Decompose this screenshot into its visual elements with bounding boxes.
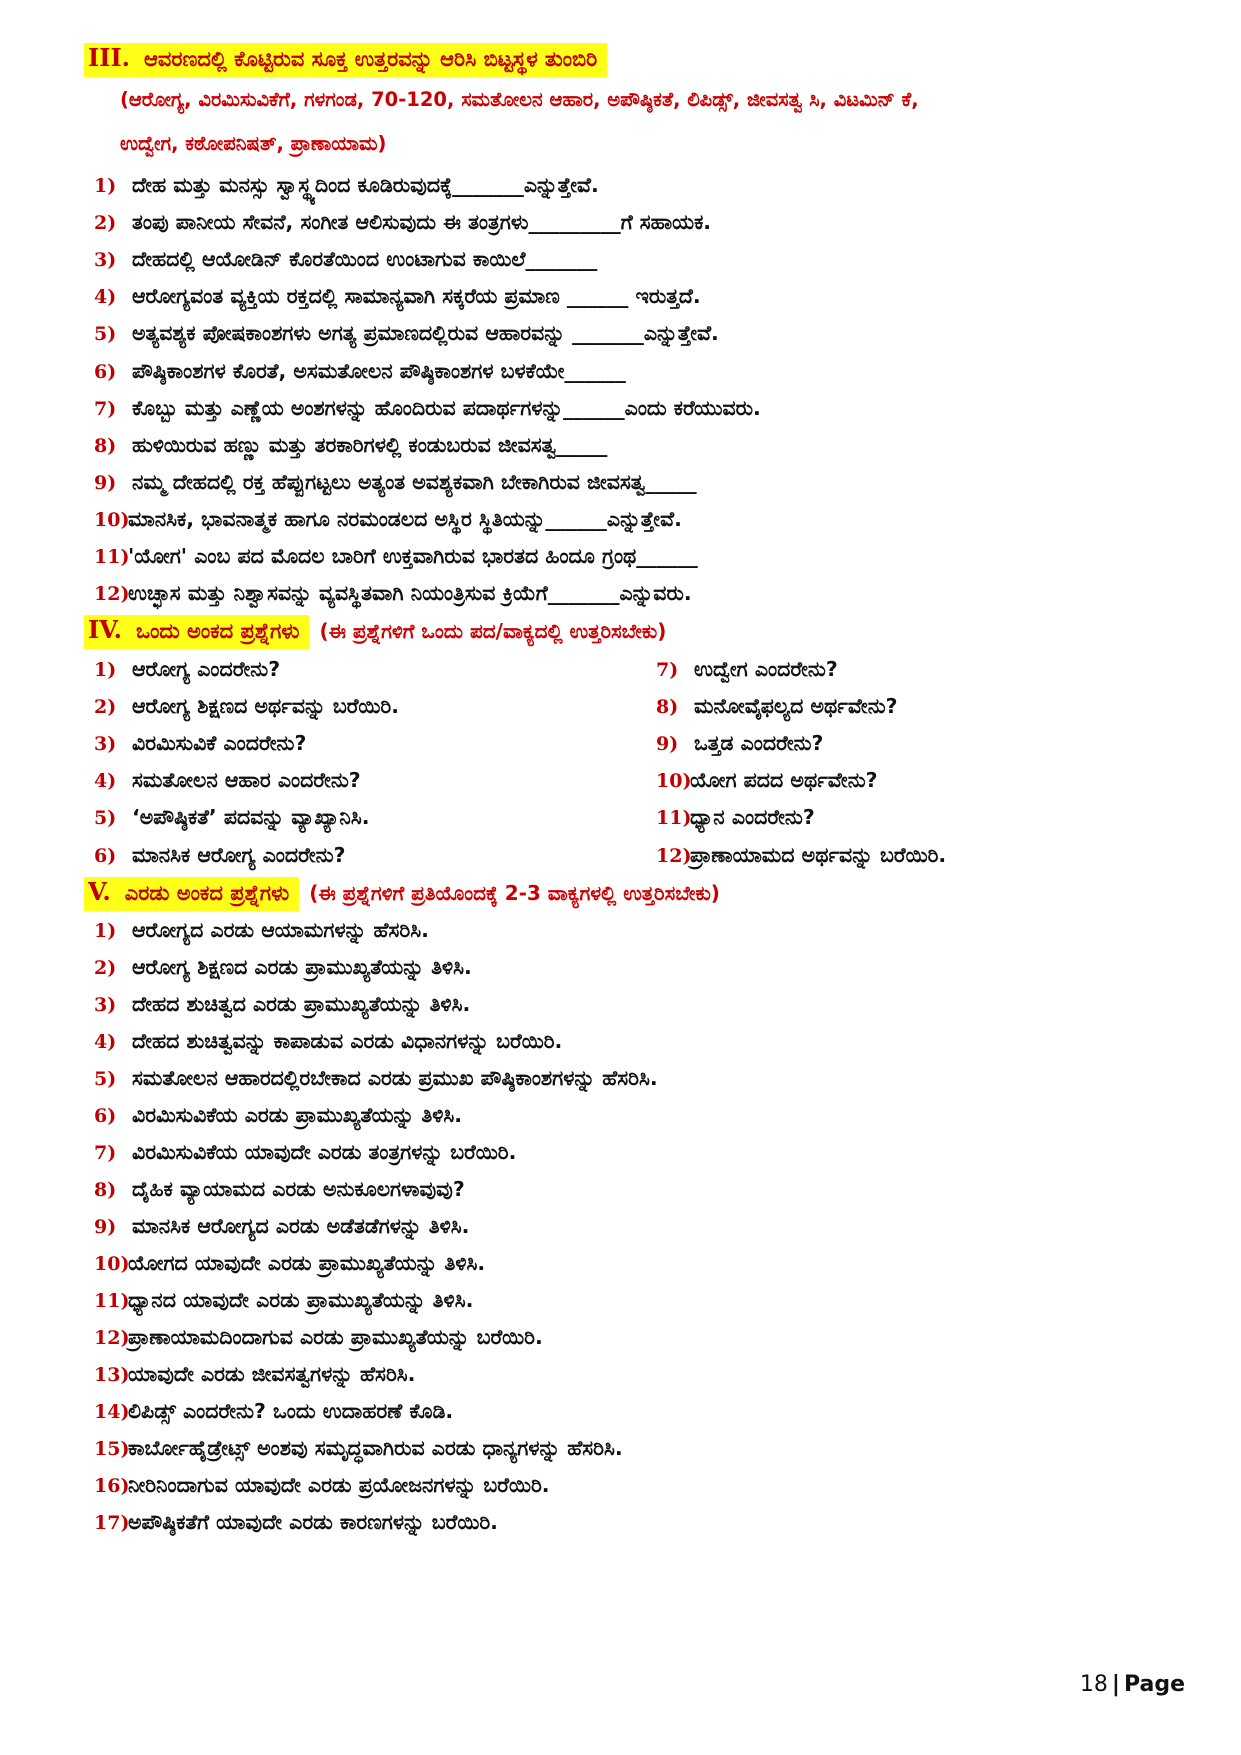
question-text: ಲಿಪಿಡ್ಸ್ ಎಂದರೇನು? ಒಂದು ಉದಾಹರಣೆ ಕೊಡಿ. — [128, 1399, 454, 1423]
question-text: ನೀರಿನಿಂದಾಗುವ ಯಾವುದೇ ಎರಡು ಪ್ರಯೋಜನಗಳನ್ನು ಬರೆಯಿರಿ. — [128, 1473, 550, 1497]
question-number: 1) — [94, 175, 117, 197]
question-text: ದೈಹಿಕ ವ್ಯಾಯಾಮದ ಎರಡು ಅನುಕೂಲಗಳಾವುವು? — [132, 1177, 465, 1201]
fill-blank-question — [94, 168, 599, 203]
question-number: 3) — [94, 733, 117, 755]
short-question — [656, 726, 823, 761]
question-text: ತಂಪು ಪಾನೀಯ ಸೇವನೆ, ಸಂಗೀತ ಆಲಿಸುವುದು ಈ ತಂತ್ರಗಳು_________ಗೆ ಸಹಾಯಕ. — [132, 210, 712, 234]
two-mark-question — [94, 1320, 543, 1355]
question-text: ಪೌಷ್ಠಿಕಾಂಶಗಳ ಕೊರತೆ, ಅಸಮತೋಲನ ಪೌಷ್ಠಿಕಾಂಶಗಳ ಬಳಕೆಯೇ______ — [132, 359, 626, 383]
two-mark-question — [94, 1431, 623, 1466]
fill-blank-question — [94, 502, 682, 537]
question-number: 11) — [94, 546, 130, 568]
question-number: 3) — [94, 994, 117, 1016]
section-4-number: IV. — [88, 615, 123, 644]
question-text: ಯೋಗ ಪದದ ಅರ್ಥವೇನು? — [690, 768, 878, 792]
question-text: ಯಾವುದೇ ಎರಡು ಜೀವಸತ್ವಗಳನ್ನು ಹೆಸರಿಸಿ. — [128, 1362, 416, 1386]
question-text: ಕಾರ್ಬೋಹೈಡ್ರೇಟ್ಸ್ ಅಂಶವು ಸಮೃದ್ಧವಾಗಿರುವ ಎರಡು ಧಾನ್ಯಗಳನ್ನು ಹೆಸರಿಸಿ. — [128, 1436, 623, 1460]
page-footer — [1080, 1672, 1185, 1697]
question-text: ವಿರಮಿಸುವಿಕೆ ಎಂದರೇನು? — [132, 731, 307, 755]
two-mark-question — [94, 1172, 465, 1207]
question-text: ಯೋಗದ ಯಾವುದೇ ಎರಡು ಪ್ರಾಮುಖ್ಯತೆಯನ್ನು ತಿಳಿಸಿ. — [128, 1251, 486, 1275]
question-number: 10) — [94, 509, 130, 531]
question-number: 4) — [94, 286, 117, 308]
fill-blank-question — [94, 205, 711, 240]
two-mark-question — [94, 1024, 562, 1059]
options-line-2: ಉದ್ವೇಗ, ಕಠೋಪನಿಷತ್, ಪ್ರಾಣಾಯಾಮ) — [120, 132, 387, 155]
question-number: 12) — [656, 845, 692, 867]
fill-blank-question — [94, 391, 761, 426]
question-number: 9) — [94, 472, 117, 494]
two-mark-question — [94, 1394, 453, 1429]
fill-blank-question — [94, 316, 719, 351]
section-3-options — [120, 80, 1180, 164]
short-question — [94, 763, 361, 798]
two-mark-question — [94, 1135, 516, 1170]
short-question — [656, 838, 946, 873]
question-text: ಆರೋಗ್ಯದ ಎರಡು ಆಯಾಮಗಳನ್ನು ಹೆಸರಿಸಿ. — [132, 918, 429, 942]
short-question — [94, 726, 306, 761]
question-text: ಅತ್ಯವಶ್ಯಕ ಪೋಷಕಾಂಶಗಳು ಅಗತ್ಯ ಪ್ರಮಾಣದಲ್ಲಿರುವ ಆಹಾರವನ್ನು _______ಎನ್ನುತ್ತೇವೆ. — [132, 321, 719, 345]
question-text: ದೇಹ ಮತ್ತು ಮನಸ್ಸು ಸ್ವಾಸ್ಥ್ಯದಿಂದ ಕೂಡಿರುವುದಕ್ಕೆ_______ಎನ್ನುತ್ತೇವೆ. — [132, 173, 599, 197]
section-5-note: (ಈ ಪ್ರಶ್ನೆಗಳಿಗೆ ಪ್ರತಿಯೊಂದಕ್ಕೆ 2-3 ವಾಕ್ಯಗಳಲ್ಲಿ ಉತ್ತರಿಸಬೇಕು) — [309, 881, 720, 905]
question-text: ಮಾನಸಿಕ, ಭಾವನಾತ್ಮಕ ಹಾಗೂ ನರಮಂಡಲದ ಅಸ್ಥಿರ ಸ್ಥಿತಿಯನ್ನು______ಎನ್ನುತ್ತೇವೆ. — [128, 507, 682, 531]
fill-blank-question — [94, 242, 597, 277]
fill-blank-question — [94, 428, 607, 463]
question-text: ಉಚ್ಛಾಸ ಮತ್ತು ನಿಶ್ವಾಸವನ್ನು ವ್ಯವಸ್ಥಿತವಾಗಿ ನಿಯಂತ್ರಿಸುವ ಕ್ರಿಯೆಗೆ_______ಎನ್ನುವರು. — [128, 581, 692, 605]
short-question — [94, 800, 370, 835]
two-mark-question — [94, 1468, 550, 1503]
question-text: ಒತ್ತಡ ಎಂದರೇನು? — [694, 731, 824, 755]
question-number: 16) — [94, 1475, 130, 1497]
question-number: 11) — [94, 1290, 130, 1312]
short-question — [656, 763, 878, 798]
question-text: ಆರೋಗ್ಯ ಎಂದರೇನು? — [132, 657, 281, 681]
short-question — [94, 689, 399, 724]
question-text: ಅಪೌಷ್ಠಿಕತೆಗೆ ಯಾವುದೇ ಎರಡು ಕಾರಣಗಳನ್ನು ಬರೆಯಿರಿ. — [128, 1510, 498, 1534]
question-text: ದೇಹದಲ್ಲಿ ಆಯೋಡಿನ್ ಕೊರತೆಯಿಂದ ಉಂಟಾಗುವ ಕಾಯಿಲೆ_______ — [132, 247, 598, 271]
question-text: ವಿರಮಿಸುವಿಕೆಯ ಎರಡು ಪ್ರಾಮುಖ್ಯತೆಯನ್ನು ತಿಳಿಸಿ. — [132, 1103, 463, 1127]
question-text: ಉದ್ವೇಗ ಎಂದರೇನು? — [694, 657, 838, 681]
question-number: 2) — [94, 212, 117, 234]
question-number: 7) — [94, 1142, 117, 1164]
question-text: ಮಾನಸಿಕ ಆರೋಗ್ಯ ಎಂದರೇನು? — [132, 843, 346, 867]
question-number: 11) — [656, 807, 692, 829]
two-mark-question — [94, 1246, 485, 1281]
page-label: Page — [1123, 1672, 1185, 1697]
question-number: 4) — [94, 770, 117, 792]
fill-blank-question — [94, 354, 626, 389]
question-number: 17) — [94, 1512, 130, 1534]
question-number: 5) — [94, 807, 117, 829]
question-text: ಸಮತೋಲನ ಆಹಾರ ಎಂದರೇನು? — [132, 768, 361, 792]
question-number: 2) — [94, 957, 117, 979]
two-mark-question — [94, 987, 470, 1022]
section-3-heading — [84, 38, 607, 79]
section-3-title: ಆವರಣದಲ್ಲಿ ಕೊಟ್ಟಿರುವ ಸೂಕ್ತ ಉತ್ತರವನ್ನು ಆರಿಸಿ ಬಿಟ್ಟಸ್ಥಳ ತುಂಬಿರಿ — [144, 47, 598, 71]
section-5-number: V. — [88, 877, 111, 906]
page-number: 18 — [1079, 1672, 1108, 1697]
question-text: ಧ್ಯಾನ ಎಂದರೇನು? — [690, 805, 815, 829]
question-number: 9) — [656, 733, 679, 755]
section-5-title: ಎರಡು ಅಂಕದ ಪ್ರಶ್ನೆಗಳು — [124, 881, 290, 905]
fill-blank-question — [94, 465, 697, 500]
two-mark-question — [94, 950, 472, 985]
question-text: ಪ್ರಾಣಾಯಾಮದ ಅರ್ಥವನ್ನು ಬರೆಯಿರಿ. — [690, 843, 947, 867]
question-number: 1) — [94, 659, 117, 681]
short-question — [656, 652, 838, 687]
question-text: ಮಾನಸಿಕ ಆರೋಗ್ಯದ ಎರಡು ಅಡೆತಡೆಗಳನ್ನು ತಿಳಿಸಿ. — [132, 1214, 470, 1238]
question-number: 13) — [94, 1364, 130, 1386]
question-number: 10) — [656, 770, 692, 792]
two-mark-question — [94, 1505, 498, 1540]
short-question — [94, 652, 280, 687]
question-number: 4) — [94, 1031, 117, 1053]
question-number: 6) — [94, 1105, 117, 1127]
page-separator: | — [1111, 1672, 1120, 1697]
question-text: ಸಮತೋಲನ ಆಹಾರದಲ್ಲಿರಬೇಕಾದ ಎರಡು ಪ್ರಮುಖ ಪೌಷ್ಠಿಕಾಂಶಗಳನ್ನು ಹೆಸರಿಸಿ. — [132, 1066, 658, 1090]
two-mark-question — [94, 1061, 658, 1096]
section-3-number: III. — [88, 43, 131, 72]
question-number: 9) — [94, 1216, 117, 1238]
short-question — [94, 838, 345, 873]
question-text: ದೇಹದ ಶುಚಿತ್ವದ ಎರಡು ಪ್ರಾಮುಖ್ಯತೆಯನ್ನು ತಿಳಿಸಿ. — [132, 992, 471, 1016]
question-number: 7) — [656, 659, 679, 681]
two-mark-question — [94, 1209, 469, 1244]
section-3-highlight — [84, 43, 607, 77]
question-number: 2) — [94, 696, 117, 718]
fill-blank-question — [94, 539, 698, 574]
two-mark-question — [94, 1098, 462, 1133]
question-text: ಕೊಬ್ಬು ಮತ್ತು ಎಣ್ಣೆಯ ಅಂಶಗಳನ್ನು ಹೊಂದಿರುವ ಪದಾರ್ಥಗಳನ್ನು______ಎಂದು ಕರೆಯುವರು. — [132, 396, 761, 420]
question-text: ಆರೋಗ್ಯ ಶಿಕ್ಷಣದ ಅರ್ಥವನ್ನು ಬರೆಯಿರಿ. — [132, 694, 400, 718]
question-number: 7) — [94, 398, 117, 420]
question-number: 8) — [94, 1179, 117, 1201]
question-number: 8) — [94, 435, 117, 457]
question-text: ನಮ್ಮ ದೇಹದಲ್ಲಿ ರಕ್ತ ಹೆಪ್ಪುಗಟ್ಟಲು ಅತ್ಯಂತ ಅವಶ್ಯಕವಾಗಿ ಬೇಕಾಗಿರುವ ಜೀವಸತ್ವ_____ — [132, 470, 697, 494]
fill-blank-question — [94, 576, 692, 611]
section-4-highlight — [84, 615, 309, 649]
question-text: ವಿರಮಿಸುವಿಕೆಯ ಯಾವುದೇ ಎರಡು ತಂತ್ರಗಳನ್ನು ಬರೆಯಿರಿ. — [132, 1140, 517, 1164]
question-text: 'ಯೋಗ' ಎಂಬ ಪದ ಮೊದಲ ಬಾರಿಗೆ ಉಕ್ತವಾಗಿರುವ ಭಾರತದ ಹಿಂದೂ ಗ್ರಂಥ______ — [128, 544, 698, 568]
question-number: 12) — [94, 1327, 130, 1349]
section-5-highlight — [84, 877, 299, 911]
short-question — [656, 800, 815, 835]
short-question — [656, 689, 898, 724]
section-4-title: ಒಂದು ಅಂಕದ ಪ್ರಶ್ನೆಗಳು — [136, 619, 300, 643]
question-number: 10) — [94, 1253, 130, 1275]
question-number: 6) — [94, 845, 117, 867]
section-4-heading — [84, 610, 666, 651]
question-text: ಆರೋಗ್ಯ ಶಿಕ್ಷಣದ ಎರಡು ಪ್ರಾಮುಖ್ಯತೆಯನ್ನು ತಿಳಿಸಿ. — [132, 955, 472, 979]
question-text: ಮನೋವೈಫಲ್ಯದ ಅರ್ಥವೇನು? — [694, 694, 898, 718]
question-number: 1) — [94, 920, 117, 942]
two-mark-question — [94, 1283, 473, 1318]
question-text: ‘ಅಪೌಷ್ಠಿಕತೆ’ ಪದವನ್ನು ವ್ಯಾಖ್ಯಾನಿಸಿ. — [132, 805, 370, 829]
two-mark-question — [94, 913, 429, 948]
question-text: ದೇಹದ ಶುಚಿತ್ವವನ್ನು ಕಾಪಾಡುವ ಎರಡು ವಿಧಾನಗಳನ್ನು ಬರೆಯಿರಿ. — [132, 1029, 563, 1053]
question-text: ಧ್ಯಾನದ ಯಾವುದೇ ಎರಡು ಪ್ರಾಮುಖ್ಯತೆಯನ್ನು ತಿಳಿಸಿ. — [128, 1288, 474, 1312]
question-number: 14) — [94, 1401, 130, 1423]
question-text: ಪ್ರಾಣಾಯಾಮದಿಂದಾಗುವ ಎರಡು ಪ್ರಾಮುಖ್ಯತೆಯನ್ನು ಬರೆಯಿರಿ. — [128, 1325, 543, 1349]
question-number: 5) — [94, 323, 117, 345]
section-5-heading — [84, 872, 720, 913]
two-mark-question — [94, 1357, 415, 1392]
question-text: ಹುಳಿಯಿರುವ ಹಣ್ಣು ಮತ್ತು ತರಕಾರಿಗಳಲ್ಲಿ ಕಂಡುಬರುವ ಜೀವಸತ್ವ_____ — [132, 433, 608, 457]
question-number: 5) — [94, 1068, 117, 1090]
question-number: 3) — [94, 249, 117, 271]
question-number: 6) — [94, 361, 117, 383]
section-4-note: (ಈ ಪ್ರಶ್ನೆಗಳಿಗೆ ಒಂದು ಪದ/ವಾಕ್ಯದಲ್ಲಿ ಉತ್ತರಿಸಬೇಕು) — [319, 619, 667, 643]
question-text: ಆರೋಗ್ಯವಂತ ವ್ಯಕ್ತಿಯ ರಕ್ತದಲ್ಲಿ ಸಾಮಾನ್ಯವಾಗಿ ಸಕ್ಕರೆಯ ಪ್ರಮಾಣ ______ ಇರುತ್ತದೆ. — [132, 284, 701, 308]
fill-blank-question — [94, 279, 701, 314]
question-number: 12) — [94, 583, 130, 605]
question-number: 8) — [656, 696, 679, 718]
question-number: 15) — [94, 1438, 130, 1460]
options-line-1: (ಆರೋಗ್ಯ, ವಿರಮಿಸುವಿಕೆಗೆ, ಗಳಗಂಡ, 70-120, ಸಮತೋಲನ ಆಹಾರ, ಅಪೌಷ್ಠಿಕತೆ, ಲಿಪಿಡ್ಸ್, ಜೀವಸತ್ವ ಸಿ, ವಿಟಮಿನ್ ಕೆ, — [120, 88, 919, 111]
